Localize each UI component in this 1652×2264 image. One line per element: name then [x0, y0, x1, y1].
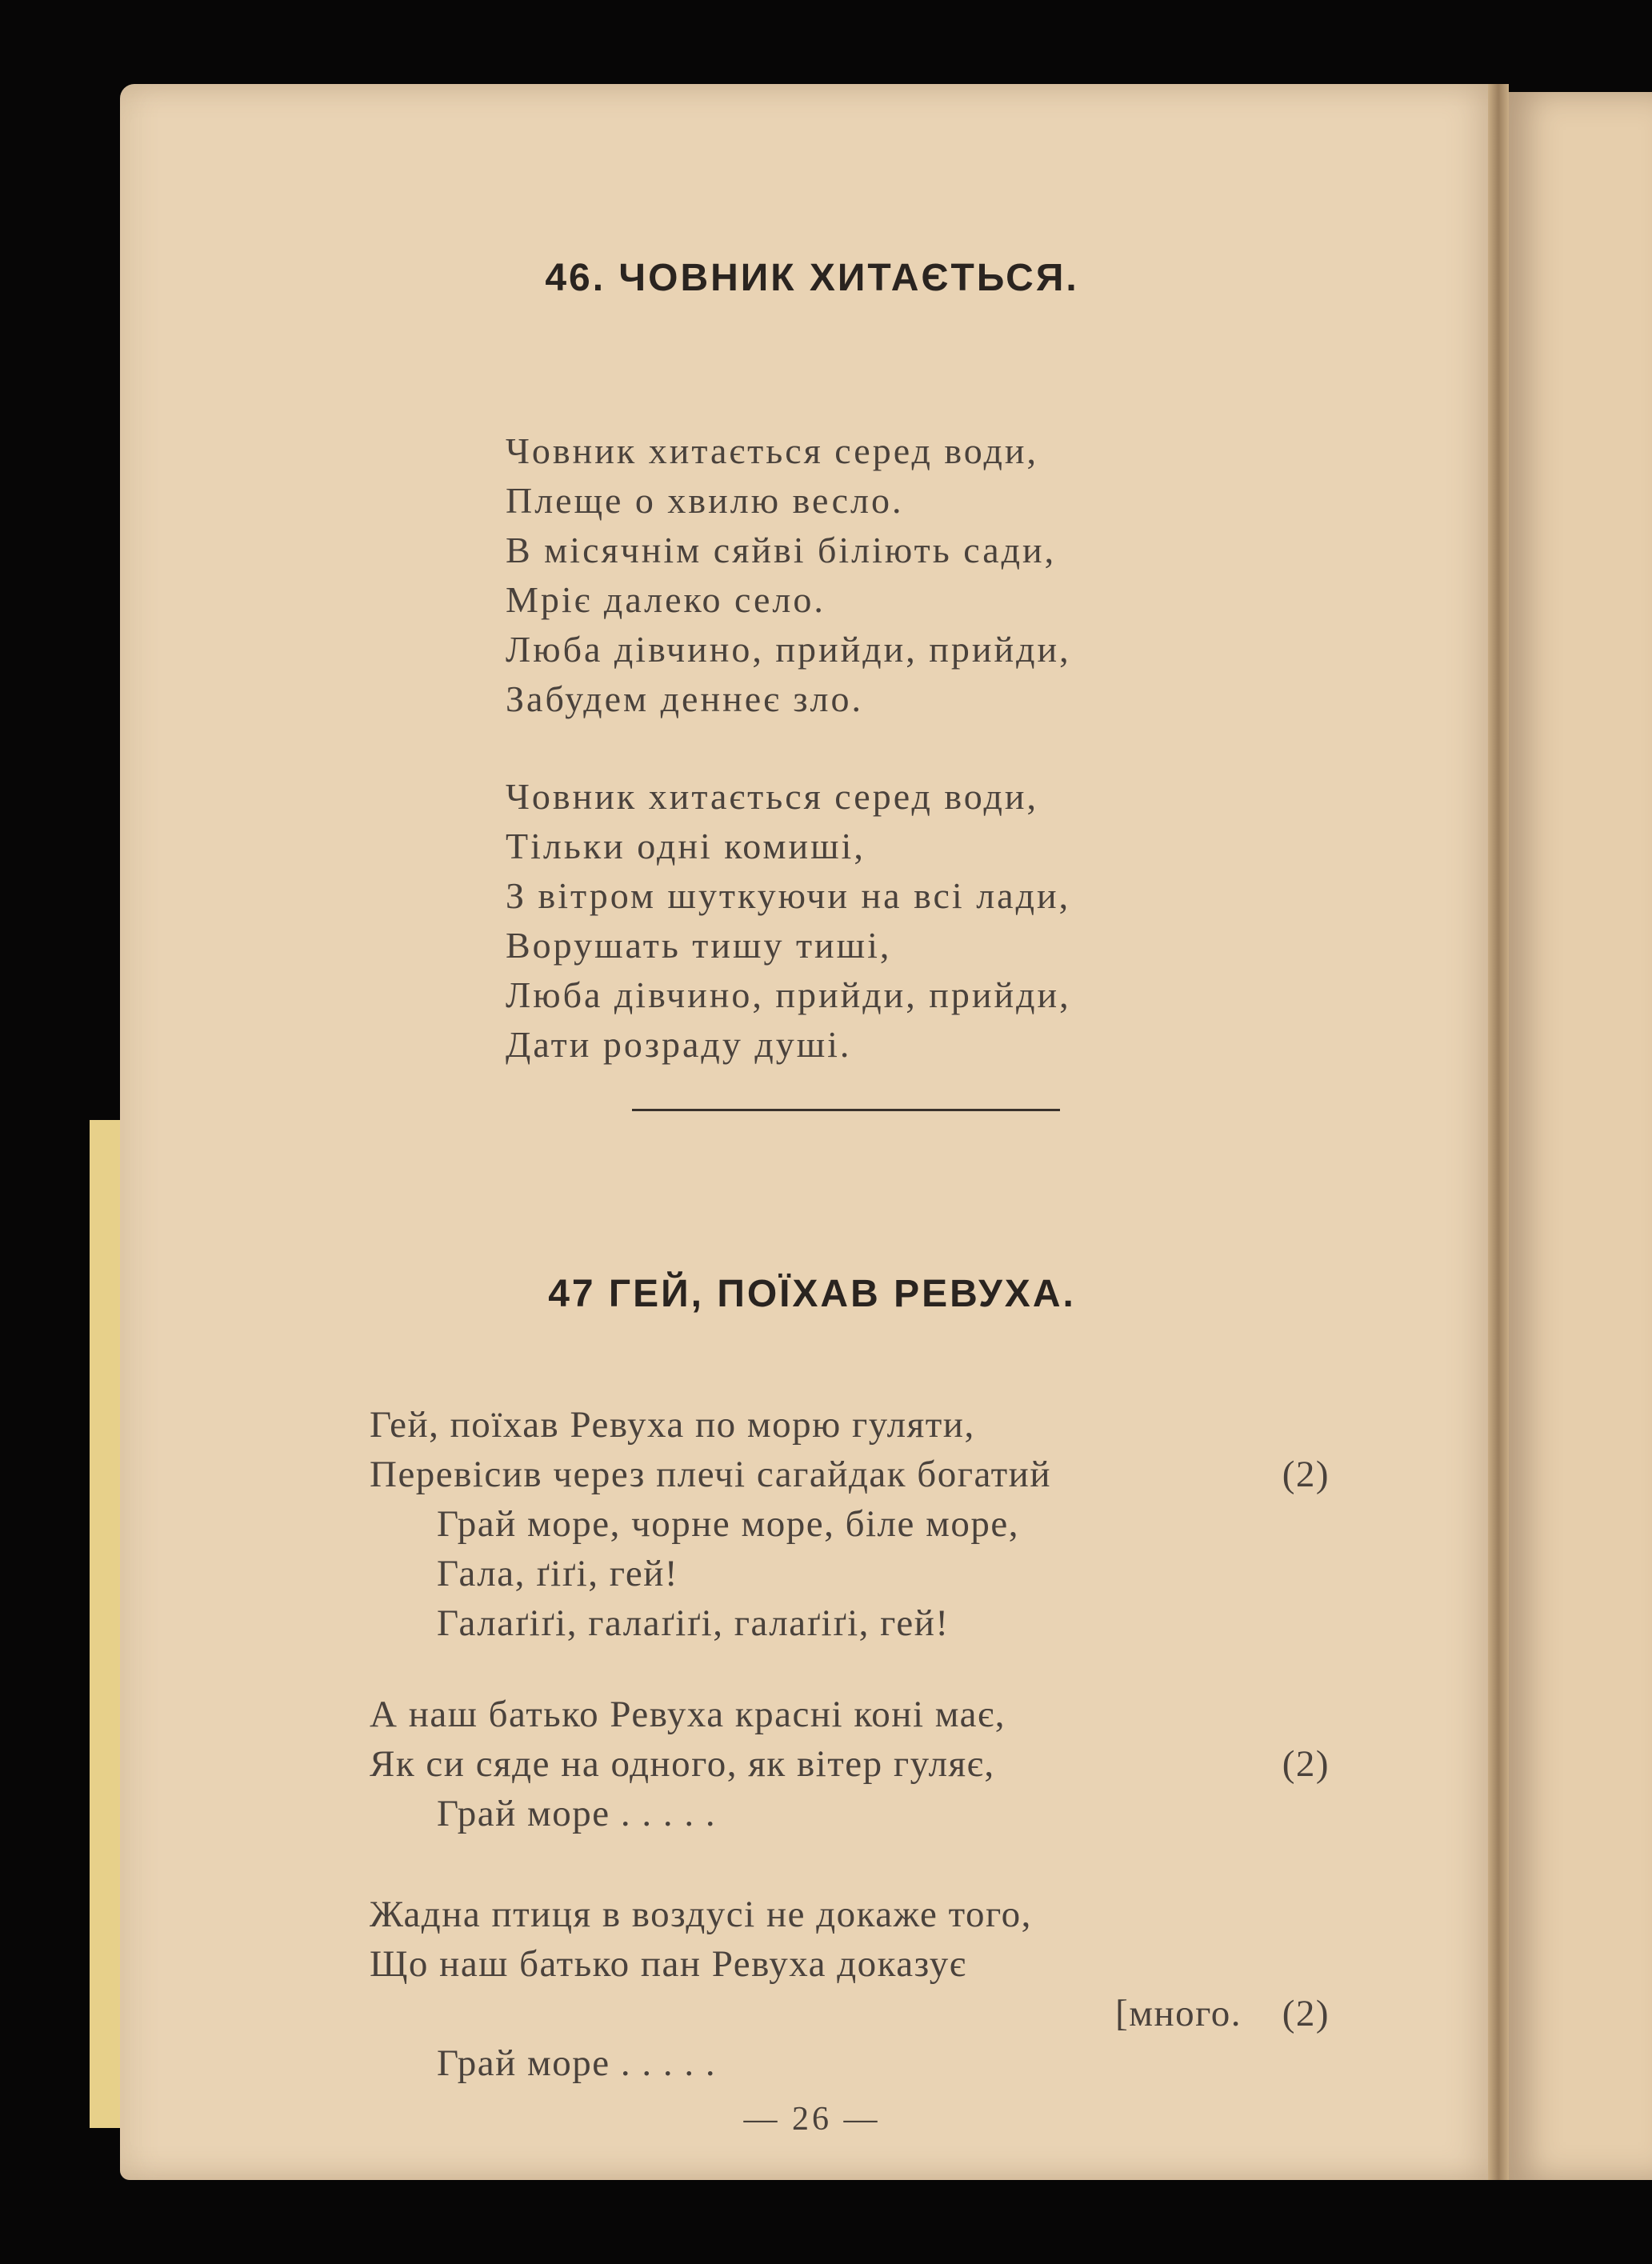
verse-line: В місячнім сяйві біліють сади,: [506, 530, 1057, 570]
verse-line: Плеще о хвилю весло.: [506, 480, 904, 521]
refrain-line: Галаґіґі, галаґіґі, галаґіґі, гей!: [437, 1602, 950, 1644]
verse-line: Що наш батько пан Ревуха доказує: [370, 1943, 967, 1985]
song-47-stanza-1: [370, 1400, 1330, 1648]
verse-line: З вітром шуткуючи на всі лади,: [506, 875, 1071, 916]
refrain-line: Гала, ґіґі, гей!: [437, 1553, 679, 1594]
song-47-stanza-3: [370, 1890, 1330, 2088]
book-page: [120, 84, 1504, 2180]
verse-line: Гей, поїхав Ревуха по морю гуляти,: [370, 1404, 975, 1446]
verse-line-text: Як си сяде на одного, як вітер гуляє,: [370, 1743, 995, 1785]
repeat-mark: (2): [1282, 1993, 1330, 2034]
song-47-title: 47 ГЕЙ, ПОЇХАВ РЕВУХА.: [548, 1273, 1076, 1315]
repeat-mark: (2): [1282, 1454, 1330, 1495]
verse-line-continuation: [много.: [1115, 1993, 1242, 2034]
verse-line: Дати розраду душі.: [506, 1024, 852, 1065]
song-47-body: [370, 1400, 1330, 2084]
verse-line: Човник хитається серед води,: [506, 776, 1039, 817]
refrain-line: Грай море, чорне море, біле море,: [437, 1503, 1019, 1545]
verse-line: Човник хитається серед води,: [506, 430, 1039, 471]
song-46-stanza-2: [506, 772, 1071, 1070]
verse-line: [370, 1739, 1330, 1789]
refrain-line: Грай море . . . . .: [437, 2042, 717, 2084]
repeat-mark: (2): [1282, 1743, 1330, 1785]
next-page-edge: [1504, 92, 1652, 2180]
verse-line: Люба дівчино, прийди, прийди,: [506, 629, 1071, 670]
section-divider: [632, 1109, 1060, 1111]
verse-line: Забудем деннеє зло.: [506, 678, 863, 719]
song-46-stanza-1: [506, 426, 1071, 724]
verse-line: А наш батько Ревуха красні коні має,: [370, 1694, 1006, 1735]
song-46-title: 46. ЧОВНИК ХИТАЄТЬСЯ.: [545, 257, 1079, 299]
verse-line: Люба дівчино, прийди, прийди,: [506, 974, 1071, 1015]
verse-line: [370, 1989, 1330, 2038]
verse-line: Мріє далеко село.: [506, 579, 826, 620]
verse-line: [370, 1450, 1330, 1499]
book-gutter: [1488, 84, 1509, 2180]
verse-line: Тільки одні комиші,: [506, 826, 866, 866]
verse-line: Жадна птиця в воздусі не докаже того,: [370, 1894, 1032, 1935]
refrain-line: Грай море . . . . .: [437, 1793, 717, 1834]
song-47-stanza-2: [370, 1690, 1330, 1838]
verse-line-text: Перевісив через плечі сагайдак богатий: [370, 1454, 1051, 1495]
page-number: — 26 —: [743, 2101, 881, 2138]
verse-line: Ворушать тишу тиші,: [506, 925, 892, 966]
